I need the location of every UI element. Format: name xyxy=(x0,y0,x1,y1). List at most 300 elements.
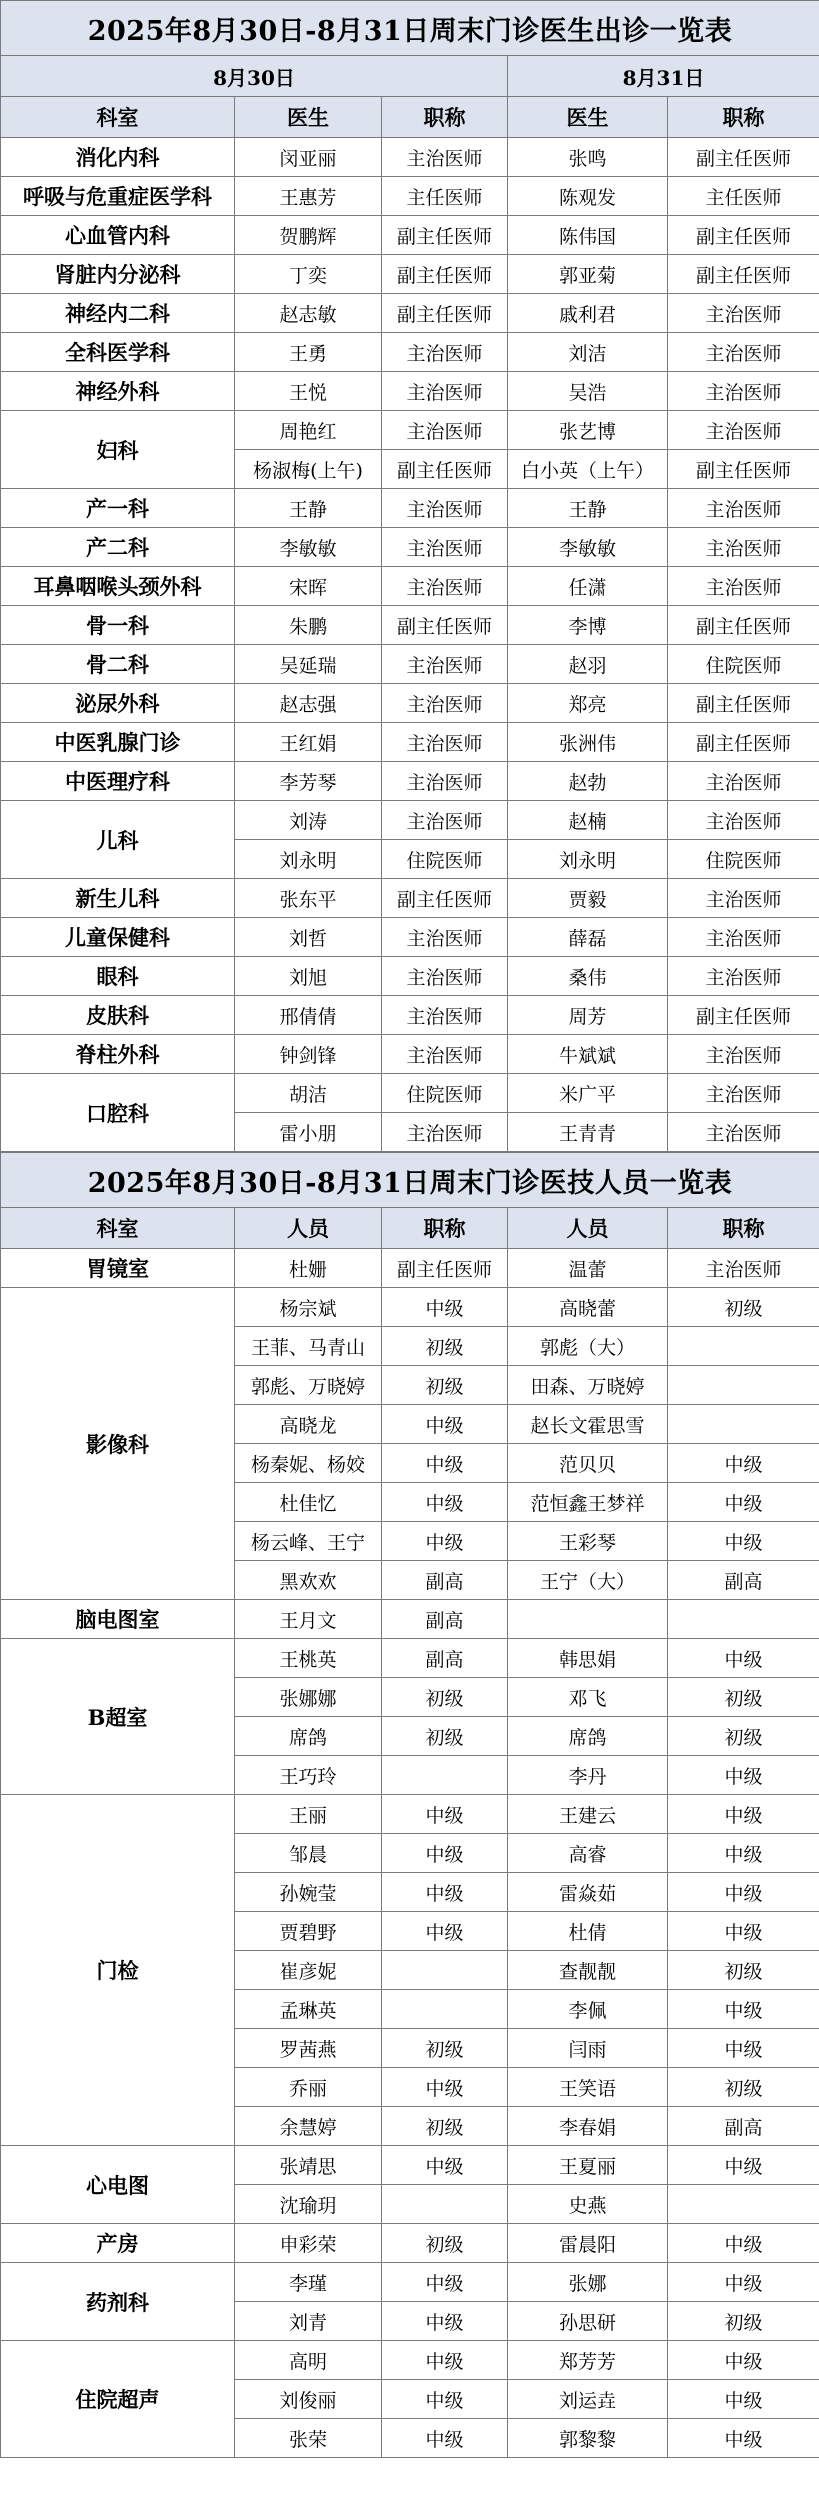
cell-sat-name: 周艳红 xyxy=(235,411,382,450)
technician-table-title: 2025年8月30日-8月31日周末门诊医技人员一览表 xyxy=(1,1153,819,1208)
cell-sun-title: 中级 xyxy=(668,1444,819,1483)
cell-sat-title: 主治医师 xyxy=(382,1113,508,1152)
table-row xyxy=(1,1600,819,1639)
table-row xyxy=(1,489,819,528)
cell-sun-title: 主治医师 xyxy=(668,567,819,606)
cell-sun-name: 赵羽 xyxy=(508,645,668,684)
cell-sat-name: 吴延瑞 xyxy=(235,645,382,684)
department-name: 胃镜室 xyxy=(1,1249,235,1288)
cell-sun-name: 王夏丽 xyxy=(508,2146,668,2185)
cell-sat-name: 雷小朋 xyxy=(235,1113,382,1152)
cell-sat-title: 主治医师 xyxy=(382,333,508,372)
cell-sun-title xyxy=(668,1405,819,1444)
cell-sun-name: 王笑语 xyxy=(508,2068,668,2107)
cell-sun-title: 中级 xyxy=(668,1795,819,1834)
cell-sun-title: 主治医师 xyxy=(668,528,819,567)
table-row xyxy=(1,372,819,411)
department-name: 神经外科 xyxy=(1,372,235,411)
cell-sat-name: 申彩荣 xyxy=(235,2224,382,2263)
cell-sat-title: 主治医师 xyxy=(382,138,508,177)
cell-sun-name: 贾毅 xyxy=(508,879,668,918)
cell-sat-name: 高明 xyxy=(235,2341,382,2380)
cell-sun-name: 刘洁 xyxy=(508,333,668,372)
cell-sun-name: 雷焱茹 xyxy=(508,1873,668,1912)
cell-sat-name: 丁奕 xyxy=(235,255,382,294)
cell-sun-name: 温蕾 xyxy=(508,1249,668,1288)
table-row xyxy=(1,528,819,567)
table-row xyxy=(1,2224,819,2263)
table-row xyxy=(1,2341,819,2380)
table-row xyxy=(1,762,819,801)
cell-sat-title: 中级 xyxy=(382,1444,508,1483)
cell-sun-title: 主治医师 xyxy=(668,762,819,801)
cell-sat-name: 崔彦妮 xyxy=(235,1951,382,1990)
cell-sat-title: 主治医师 xyxy=(382,801,508,840)
table-row xyxy=(1,138,819,177)
cell-sat-name: 钟剑锋 xyxy=(235,1035,382,1074)
cell-sat-title xyxy=(382,1951,508,1990)
department-name: 产二科 xyxy=(1,528,235,567)
table-row xyxy=(1,177,819,216)
cell-sat-title: 副高 xyxy=(382,1639,508,1678)
cell-sun-name: 李佩 xyxy=(508,1990,668,2029)
cell-sat-title: 住院医师 xyxy=(382,1074,508,1113)
cell-sun-title: 主治医师 xyxy=(668,918,819,957)
cell-sun-title xyxy=(668,1600,819,1639)
cell-sat-title: 副高 xyxy=(382,1600,508,1639)
cell-sun-name: 张娜 xyxy=(508,2263,668,2302)
column-header-department: 科室 xyxy=(1,1208,235,1249)
cell-sat-title: 主治医师 xyxy=(382,684,508,723)
department-name: 影像科 xyxy=(1,1288,235,1600)
cell-sat-title: 中级 xyxy=(382,2263,508,2302)
cell-sat-title xyxy=(382,2185,508,2224)
cell-sun-title: 副高 xyxy=(668,1561,819,1600)
cell-sun-name: 周芳 xyxy=(508,996,668,1035)
cell-sun-title: 初级 xyxy=(668,1288,819,1327)
cell-sun-name: 李博 xyxy=(508,606,668,645)
cell-sun-title: 副主任医师 xyxy=(668,138,819,177)
cell-sun-name: 查靓靓 xyxy=(508,1951,668,1990)
cell-sun-title: 中级 xyxy=(668,2146,819,2185)
cell-sat-name: 赵志强 xyxy=(235,684,382,723)
cell-sun-title: 主治医师 xyxy=(668,1113,819,1152)
cell-sun-name: 刘运垚 xyxy=(508,2380,668,2419)
cell-sun-name: 李丹 xyxy=(508,1756,668,1795)
cell-sat-name: 刘哲 xyxy=(235,918,382,957)
cell-sun-name: 范恒鑫王梦祥 xyxy=(508,1483,668,1522)
table-row xyxy=(1,255,819,294)
cell-sat-title: 副主任医师 xyxy=(382,1249,508,1288)
cell-sun-title: 中级 xyxy=(668,1834,819,1873)
cell-sat-title: 副主任医师 xyxy=(382,255,508,294)
column-header-staff: 人员 xyxy=(235,1208,382,1249)
cell-sun-name: 王建云 xyxy=(508,1795,668,1834)
cell-sun-name: 白小英（上午） xyxy=(508,450,668,489)
cell-sat-name: 王月文 xyxy=(235,1600,382,1639)
cell-sat-title: 主治医师 xyxy=(382,1035,508,1074)
cell-sat-title: 中级 xyxy=(382,1405,508,1444)
cell-sun-title: 中级 xyxy=(668,2380,819,2419)
table-row xyxy=(1,1249,819,1288)
cell-sat-name: 杜佳忆 xyxy=(235,1483,382,1522)
date-header-sunday: 8月31日 xyxy=(508,56,819,97)
column-header-doctor: 医生 xyxy=(508,97,668,138)
cell-sun-name: 王静 xyxy=(508,489,668,528)
cell-sat-title: 主治医师 xyxy=(382,567,508,606)
cell-sun-title: 主任医师 xyxy=(668,177,819,216)
cell-sat-title: 初级 xyxy=(382,1717,508,1756)
cell-sat-name: 李芳琴 xyxy=(235,762,382,801)
cell-sat-name: 王静 xyxy=(235,489,382,528)
cell-sat-name: 刘青 xyxy=(235,2302,382,2341)
cell-sat-title: 主治医师 xyxy=(382,645,508,684)
cell-sat-name: 杨淑梅(上午) xyxy=(235,450,382,489)
cell-sat-title: 中级 xyxy=(382,1912,508,1951)
department-name: 新生儿科 xyxy=(1,879,235,918)
department-name: 骨一科 xyxy=(1,606,235,645)
table-row xyxy=(1,333,819,372)
cell-sat-title: 副主任医师 xyxy=(382,606,508,645)
cell-sat-name: 张荣 xyxy=(235,2419,382,2458)
department-name: 中医乳腺门诊 xyxy=(1,723,235,762)
cell-sun-name: 薛磊 xyxy=(508,918,668,957)
cell-sun-name: 席鸽 xyxy=(508,1717,668,1756)
cell-sun-title xyxy=(668,2185,819,2224)
cell-sat-name: 余慧婷 xyxy=(235,2107,382,2146)
cell-sat-title: 初级 xyxy=(382,1678,508,1717)
cell-sun-name: 郭亚菊 xyxy=(508,255,668,294)
department-name: 心电图 xyxy=(1,2146,235,2224)
cell-sat-title: 中级 xyxy=(382,2341,508,2380)
cell-sat-title xyxy=(382,1990,508,2029)
cell-sun-name: 王青青 xyxy=(508,1113,668,1152)
cell-sun-name: 牛斌斌 xyxy=(508,1035,668,1074)
cell-sun-name: 闫雨 xyxy=(508,2029,668,2068)
cell-sun-title: 中级 xyxy=(668,2224,819,2263)
cell-sun-title: 中级 xyxy=(668,1912,819,1951)
table-row xyxy=(1,723,819,762)
cell-sun-title: 初级 xyxy=(668,1678,819,1717)
cell-sat-name: 闵亚丽 xyxy=(235,138,382,177)
cell-sat-name: 罗茜燕 xyxy=(235,2029,382,2068)
cell-sat-name: 王悦 xyxy=(235,372,382,411)
cell-sun-title: 中级 xyxy=(668,1873,819,1912)
cell-sat-name: 杨秦妮、杨姣 xyxy=(235,1444,382,1483)
cell-sun-title: 主治医师 xyxy=(668,372,819,411)
table-row xyxy=(1,2263,819,2302)
table-row xyxy=(1,567,819,606)
cell-sat-title: 初级 xyxy=(382,1366,508,1405)
cell-sun-title: 初级 xyxy=(668,2302,819,2341)
cell-sun-title: 住院医师 xyxy=(668,840,819,879)
cell-sun-name: 陈观发 xyxy=(508,177,668,216)
department-name: 泌尿外科 xyxy=(1,684,235,723)
cell-sat-title: 中级 xyxy=(382,2302,508,2341)
cell-sat-name: 张靖思 xyxy=(235,2146,382,2185)
cell-sun-title: 主治医师 xyxy=(668,333,819,372)
department-name: 产房 xyxy=(1,2224,235,2263)
cell-sat-name: 王巧玲 xyxy=(235,1756,382,1795)
cell-sat-title: 主治医师 xyxy=(382,372,508,411)
table-row xyxy=(1,216,819,255)
department-name: 脊柱外科 xyxy=(1,1035,235,1074)
cell-sun-title: 初级 xyxy=(668,1951,819,1990)
cell-sat-title: 副主任医师 xyxy=(382,294,508,333)
cell-sat-title: 住院医师 xyxy=(382,840,508,879)
cell-sat-name: 朱鹏 xyxy=(235,606,382,645)
table-row xyxy=(1,411,819,450)
table-row xyxy=(1,879,819,918)
cell-sat-name: 沈瑜玥 xyxy=(235,2185,382,2224)
cell-sat-name: 孟琳英 xyxy=(235,1990,382,2029)
department-name: B超室 xyxy=(1,1639,235,1795)
cell-sat-name: 刘俊丽 xyxy=(235,2380,382,2419)
cell-sat-name: 杜姗 xyxy=(235,1249,382,1288)
cell-sat-title: 副高 xyxy=(382,1561,508,1600)
cell-sat-title: 主治医师 xyxy=(382,918,508,957)
department-name: 药剂科 xyxy=(1,2263,235,2341)
cell-sat-title: 中级 xyxy=(382,1873,508,1912)
cell-sun-name: 吴浩 xyxy=(508,372,668,411)
cell-sun-title: 主治医师 xyxy=(668,1249,819,1288)
cell-sun-title: 中级 xyxy=(668,2263,819,2302)
cell-sun-name: 陈伟国 xyxy=(508,216,668,255)
cell-sat-name: 李敏敏 xyxy=(235,528,382,567)
cell-sat-name: 乔丽 xyxy=(235,2068,382,2107)
cell-sun-name: 张鸣 xyxy=(508,138,668,177)
cell-sun-name: 任潇 xyxy=(508,567,668,606)
cell-sun-title: 主治医师 xyxy=(668,801,819,840)
table-row xyxy=(1,801,819,840)
cell-sat-name: 张娜娜 xyxy=(235,1678,382,1717)
cell-sun-title: 主治医师 xyxy=(668,411,819,450)
cell-sat-title: 副主任医师 xyxy=(382,450,508,489)
cell-sun-title: 副主任医师 xyxy=(668,684,819,723)
table-row xyxy=(1,1074,819,1113)
cell-sun-title: 副主任医师 xyxy=(668,606,819,645)
cell-sat-name: 刘涛 xyxy=(235,801,382,840)
table-row xyxy=(1,1795,819,1834)
cell-sat-name: 刘永明 xyxy=(235,840,382,879)
cell-sun-name: 桑伟 xyxy=(508,957,668,996)
cell-sun-name: 高晓蕾 xyxy=(508,1288,668,1327)
department-name: 呼吸与危重症医学科 xyxy=(1,177,235,216)
department-name: 耳鼻咽喉头颈外科 xyxy=(1,567,235,606)
cell-sat-name: 孙婉莹 xyxy=(235,1873,382,1912)
department-name: 住院超声 xyxy=(1,2341,235,2458)
department-name: 中医理疗科 xyxy=(1,762,235,801)
department-name: 眼科 xyxy=(1,957,235,996)
table-row xyxy=(1,918,819,957)
cell-sat-title: 初级 xyxy=(382,2029,508,2068)
cell-sat-title: 初级 xyxy=(382,1327,508,1366)
cell-sat-title: 中级 xyxy=(382,2380,508,2419)
table-row xyxy=(1,294,819,333)
cell-sat-name: 赵志敏 xyxy=(235,294,382,333)
cell-sun-name: 李春娟 xyxy=(508,2107,668,2146)
cell-sat-name: 贾碧野 xyxy=(235,1912,382,1951)
cell-sat-name: 邢倩倩 xyxy=(235,996,382,1035)
cell-sun-name: 张洲伟 xyxy=(508,723,668,762)
department-name: 门检 xyxy=(1,1795,235,2146)
cell-sat-name: 胡洁 xyxy=(235,1074,382,1113)
cell-sat-title xyxy=(382,1756,508,1795)
cell-sat-name: 王丽 xyxy=(235,1795,382,1834)
department-name: 口腔科 xyxy=(1,1074,235,1152)
cell-sun-title: 中级 xyxy=(668,1990,819,2029)
cell-sat-name: 郭彪、万晓婷 xyxy=(235,1366,382,1405)
cell-sat-name: 王勇 xyxy=(235,333,382,372)
column-header-title: 职称 xyxy=(668,1208,819,1249)
cell-sun-title: 中级 xyxy=(668,2419,819,2458)
cell-sat-title: 初级 xyxy=(382,2224,508,2263)
cell-sun-title: 副主任医师 xyxy=(668,255,819,294)
table-row xyxy=(1,1639,819,1678)
cell-sun-name: 郑亮 xyxy=(508,684,668,723)
cell-sat-title: 主治医师 xyxy=(382,489,508,528)
department-name: 肾脏内分泌科 xyxy=(1,255,235,294)
cell-sat-title: 副主任医师 xyxy=(382,879,508,918)
cell-sun-name: 张艺博 xyxy=(508,411,668,450)
technician-schedule-table xyxy=(0,1152,819,2458)
cell-sun-name: 范贝贝 xyxy=(508,1444,668,1483)
cell-sat-title: 主任医师 xyxy=(382,177,508,216)
cell-sat-title: 主治医师 xyxy=(382,762,508,801)
cell-sun-title xyxy=(668,1366,819,1405)
department-name: 儿科 xyxy=(1,801,235,879)
department-name: 儿童保健科 xyxy=(1,918,235,957)
cell-sun-title: 中级 xyxy=(668,1756,819,1795)
column-header-title: 职称 xyxy=(382,1208,508,1249)
cell-sun-name: 史燕 xyxy=(508,2185,668,2224)
cell-sat-title: 主治医师 xyxy=(382,723,508,762)
cell-sat-title: 中级 xyxy=(382,1834,508,1873)
department-name: 全科医学科 xyxy=(1,333,235,372)
cell-sun-title xyxy=(668,1327,819,1366)
column-header-staff: 人员 xyxy=(508,1208,668,1249)
doctor-schedule-table xyxy=(0,0,819,1152)
cell-sat-name: 席鸽 xyxy=(235,1717,382,1756)
table-row xyxy=(1,996,819,1035)
column-header-title: 职称 xyxy=(382,97,508,138)
cell-sun-title: 中级 xyxy=(668,2029,819,2068)
table-row xyxy=(1,2146,819,2185)
cell-sat-title: 中级 xyxy=(382,1795,508,1834)
cell-sat-name: 李瑾 xyxy=(235,2263,382,2302)
cell-sat-name: 杨宗斌 xyxy=(235,1288,382,1327)
cell-sun-name: 田森、万晓婷 xyxy=(508,1366,668,1405)
cell-sun-title: 主治医师 xyxy=(668,294,819,333)
cell-sun-name: 李敏敏 xyxy=(508,528,668,567)
cell-sat-name: 王惠芳 xyxy=(235,177,382,216)
cell-sun-title: 初级 xyxy=(668,2068,819,2107)
cell-sun-name: 孙思研 xyxy=(508,2302,668,2341)
cell-sat-title: 主治医师 xyxy=(382,528,508,567)
cell-sat-title: 中级 xyxy=(382,2419,508,2458)
table-row xyxy=(1,1035,819,1074)
doctor-table-title: 2025年8月30日-8月31日周末门诊医生出诊一览表 xyxy=(1,1,819,56)
cell-sun-title: 主治医师 xyxy=(668,879,819,918)
date-header-saturday: 8月30日 xyxy=(1,56,508,97)
cell-sun-title: 初级 xyxy=(668,1717,819,1756)
cell-sun-name: 郭黎黎 xyxy=(508,2419,668,2458)
cell-sat-title: 中级 xyxy=(382,2146,508,2185)
table-row xyxy=(1,645,819,684)
cell-sun-name: 王宁（大） xyxy=(508,1561,668,1600)
table-row xyxy=(1,684,819,723)
cell-sat-name: 宋晖 xyxy=(235,567,382,606)
cell-sun-name: 邓飞 xyxy=(508,1678,668,1717)
cell-sun-title: 主治医师 xyxy=(668,489,819,528)
cell-sat-name: 王红娟 xyxy=(235,723,382,762)
table-row xyxy=(1,606,819,645)
table-row xyxy=(1,1288,819,1327)
cell-sat-name: 刘旭 xyxy=(235,957,382,996)
department-name: 皮肤科 xyxy=(1,996,235,1035)
cell-sun-name: 王彩琴 xyxy=(508,1522,668,1561)
cell-sat-title: 中级 xyxy=(382,1288,508,1327)
cell-sat-name: 邹晨 xyxy=(235,1834,382,1873)
cell-sat-title: 中级 xyxy=(382,2068,508,2107)
department-name: 消化内科 xyxy=(1,138,235,177)
cell-sat-title: 中级 xyxy=(382,1522,508,1561)
cell-sun-name: 郑芳芳 xyxy=(508,2341,668,2380)
cell-sun-name: 赵勃 xyxy=(508,762,668,801)
cell-sun-title: 中级 xyxy=(668,2341,819,2380)
cell-sun-name: 赵楠 xyxy=(508,801,668,840)
cell-sun-name: 戚利君 xyxy=(508,294,668,333)
cell-sat-title: 主治医师 xyxy=(382,411,508,450)
cell-sun-name xyxy=(508,1600,668,1639)
cell-sun-title: 副主任医师 xyxy=(668,996,819,1035)
cell-sat-name: 贺鹏辉 xyxy=(235,216,382,255)
cell-sun-title: 副主任医师 xyxy=(668,216,819,255)
cell-sat-name: 高晓龙 xyxy=(235,1405,382,1444)
cell-sun-name: 雷晨阳 xyxy=(508,2224,668,2263)
cell-sat-title: 主治医师 xyxy=(382,996,508,1035)
cell-sat-name: 王菲、马青山 xyxy=(235,1327,382,1366)
cell-sun-name: 高睿 xyxy=(508,1834,668,1873)
cell-sun-title: 中级 xyxy=(668,1639,819,1678)
department-name: 心血管内科 xyxy=(1,216,235,255)
department-name: 骨二科 xyxy=(1,645,235,684)
cell-sun-title: 副主任医师 xyxy=(668,723,819,762)
department-name: 脑电图室 xyxy=(1,1600,235,1639)
cell-sun-title: 主治医师 xyxy=(668,1035,819,1074)
department-name: 产一科 xyxy=(1,489,235,528)
cell-sun-title: 住院医师 xyxy=(668,645,819,684)
cell-sat-title: 副主任医师 xyxy=(382,216,508,255)
table-row xyxy=(1,957,819,996)
cell-sun-title: 主治医师 xyxy=(668,1074,819,1113)
cell-sun-title: 副高 xyxy=(668,2107,819,2146)
column-header-department: 科室 xyxy=(1,97,235,138)
cell-sun-name: 米广平 xyxy=(508,1074,668,1113)
cell-sun-title: 主治医师 xyxy=(668,957,819,996)
department-name: 神经内二科 xyxy=(1,294,235,333)
cell-sat-name: 张东平 xyxy=(235,879,382,918)
column-header-title: 职称 xyxy=(668,97,819,138)
cell-sun-title: 副主任医师 xyxy=(668,450,819,489)
cell-sun-name: 郭彪（大） xyxy=(508,1327,668,1366)
cell-sat-name: 杨云峰、王宁 xyxy=(235,1522,382,1561)
cell-sat-title: 中级 xyxy=(382,1483,508,1522)
cell-sun-name: 杜倩 xyxy=(508,1912,668,1951)
column-header-doctor: 医生 xyxy=(235,97,382,138)
cell-sun-name: 韩思娟 xyxy=(508,1639,668,1678)
cell-sun-title: 中级 xyxy=(668,1483,819,1522)
